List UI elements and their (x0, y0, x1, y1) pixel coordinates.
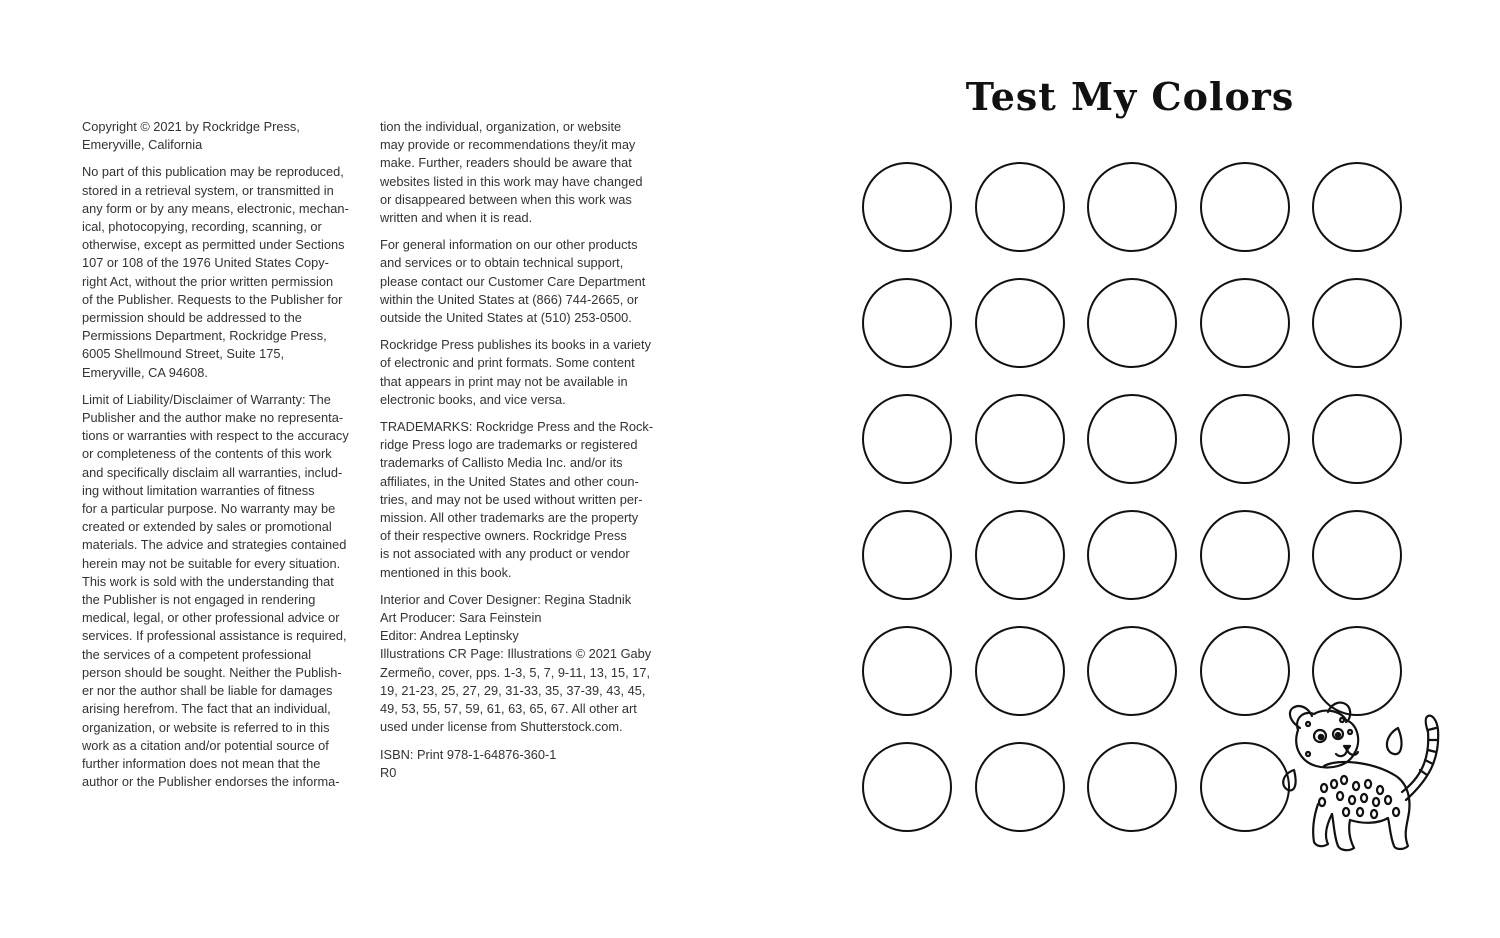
warranty-continued: tion the individual, organization, or website may provide or recommendations they/it may make. Further, readers should be aware that websites listed in this work may have changed or disappeared between when this work was written and when it is read. (380, 119, 643, 226)
color-swatch-circle (975, 162, 1065, 252)
color-swatch-circle (1087, 278, 1177, 368)
color-swatch-circle (1087, 510, 1177, 600)
color-swatch-circle (1200, 394, 1290, 484)
trademarks-notice: TRADEMARKS: Rockridge Press and the Rock- ridge Press logo are trademarks or registered trademarks of Callisto Media Inc. and/or its affiliates, in the United States and other coun- tries, and may not be used without written per- mission. All other trademarks are the property of their respective owners. Rockridge Press is not associated with any product or vendor mentioned in this book. (380, 419, 654, 580)
color-swatch-circle (862, 742, 952, 832)
color-swatch-circle (1200, 742, 1290, 832)
color-swatch-circle (1312, 162, 1402, 252)
color-swatch-circle (975, 510, 1065, 600)
credits: Interior and Cover Designer: Regina Stadnik Art Producer: Sara Feinstein Editor: Andrea Leptinsky Illustrations CR Page: Illustrations © 2021 Gaby Zermeño, cover, pps. 1-3, 5, 7, 9-11, 13, 15, 17, 19, 21-23, 25, 27, 29, 31-33, 35, 37-39, 43, 45, 49, 53, 55, 57, 59, 61, 63, 65, 67. All other art used under license from Shutterstock.com. (380, 591, 652, 735)
color-swatch-circle (975, 394, 1065, 484)
color-swatch-circle (1200, 626, 1290, 716)
color-swatch-circle (1312, 394, 1402, 484)
color-swatch-circle (975, 278, 1065, 368)
color-swatch-circle (975, 742, 1065, 832)
page-title: Test My Colors (965, 74, 1295, 119)
color-swatch-circle (862, 278, 952, 368)
jaguar-icon (1278, 700, 1450, 860)
color-swatch-circle (1087, 742, 1177, 832)
copyright-column-left (82, 118, 362, 800)
color-swatch-circle (862, 394, 952, 484)
color-swatch-circle (1087, 162, 1177, 252)
copyright-column-right (380, 118, 662, 791)
isbn: ISBN: Print 978-1-64876-360-1 R0 (380, 746, 557, 780)
color-swatch-circle (1087, 626, 1177, 716)
color-swatch-circle (1200, 162, 1290, 252)
warranty-disclaimer: Limit of Liability/Disclaimer of Warranty: The Publisher and the author make no representa- tions or warranties with respect to the accuracy or completeness of the contents of this work and specifically disclaim all warranties, includ- ing without limitation warranties of fitness for a particular purpose. No warranty may be created or extended by sales or promotional materials. The advice and strategies contained herein may not be suitable for every situation. This work is sold with the understanding that the Publisher is not engaged in rendering medical, legal, or other professional advice or services. If professional assistance is required, the services of a competent professional person should be sought. Neither the Publish- er nor the author shall be liable for damages arising herefrom. The fact that an individual, organization, or website is referred to in this work as a citation and/or potential source of further information does not mean that the author or the Publisher endorses the informa- (82, 391, 349, 790)
reproduction-notice: No part of this publication may be reproduced, stored in a retrieval system, or transmitted in any form or by any means, electronic, mechan- ical, photocopying, recording, scanning, or otherwise, except as permitted under Sections 107 or 108 of the 1976 United States Copy- right Act, without the prior written permission of the Publisher. Requests to the Publisher for permission should be addressed to the Permissions Department, Rockridge Press, 6005 Shellmound Street, Suite 175, Emeryville, CA 94608. (82, 164, 349, 380)
color-swatch-circle (1087, 394, 1177, 484)
color-swatch-circle (1312, 510, 1402, 600)
customer-care-info: For general information on our other products and services or to obtain technical support, please contact our Customer Care Department within the United States at (866) 744-2665, or outside the United States at (510) 253-0500. (380, 237, 646, 326)
color-swatch-circle (1200, 510, 1290, 600)
color-swatch-circle (1312, 278, 1402, 368)
color-swatch-circle (1200, 278, 1290, 368)
color-swatch-circle (862, 510, 952, 600)
copyright-notice: Copyright © 2021 by Rockridge Press, Emeryville, California (82, 119, 300, 153)
color-swatch-circle (862, 626, 952, 716)
color-swatch-circle (862, 162, 952, 252)
color-swatch-circle (975, 626, 1065, 716)
formats-notice: Rockridge Press publishes its books in a variety of electronic and print formats. Some content that appears in print may not be available in electronic books, and vice versa. (380, 337, 651, 407)
